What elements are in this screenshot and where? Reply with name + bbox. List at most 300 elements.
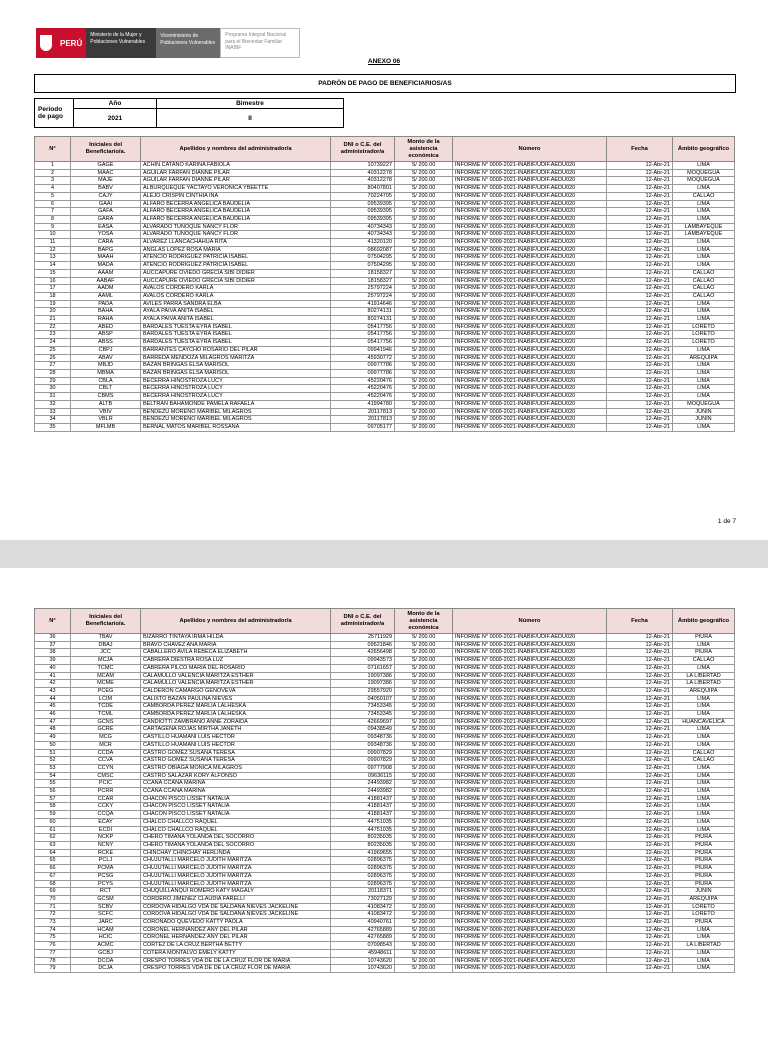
- cell-number: 32: [35, 400, 71, 408]
- cell-administrator: ALFARO BECERRA ANGELICA BAUDELIA: [141, 200, 331, 208]
- cell-document-number: INFORME N° 0009-2021-INABIF/UDIF.AEDU020: [453, 215, 607, 223]
- cell-number: 52: [35, 757, 71, 765]
- cell-region: CALLAO: [673, 277, 735, 285]
- cell-initials: PCLJ: [71, 857, 141, 865]
- cell-amount: S/ 200.00: [395, 641, 453, 649]
- table-row: [35, 695, 735, 703]
- cell-document-number: INFORME N° 0009-2021-INABIF/UDIF.AEDU020: [453, 903, 607, 911]
- cell-initials: NCNY: [71, 841, 141, 849]
- cell-administrator: BRAVO CHAVEZ ANA MARIA: [141, 641, 331, 649]
- cell-region: MOQUEGUA: [673, 177, 735, 185]
- cell-dni: 70224705: [331, 192, 395, 200]
- cell-dni: 09777908: [331, 764, 395, 772]
- table-row: [35, 169, 735, 177]
- cell-date: 12-Abr-21: [607, 254, 673, 262]
- cell-administrator: CORTEZ DE LA CRUZ BERTHA BETTY: [141, 942, 331, 950]
- cell-initials: JCC: [71, 649, 141, 657]
- table-row: [35, 888, 735, 896]
- cell-region: LA LIBERTAD: [673, 680, 735, 688]
- cell-amount: S/ 200.00: [395, 400, 453, 408]
- col-header-number: N°: [35, 609, 71, 634]
- cell-amount: S/ 200.00: [395, 849, 453, 857]
- cell-amount: S/ 200.00: [395, 223, 453, 231]
- cell-number: 56: [35, 788, 71, 796]
- cell-region: LIMA: [673, 423, 735, 431]
- cell-number: 42: [35, 680, 71, 688]
- cell-number: 19: [35, 300, 71, 308]
- cell-dni: 10743620: [331, 957, 395, 965]
- cell-document-number: INFORME N° 0009-2021-INABIF/UDIF.AEDU020: [453, 711, 607, 719]
- cell-document-number: INFORME N° 0009-2021-INABIF/UDIF.AEDU020: [453, 757, 607, 765]
- cell-document-number: INFORME N° 0009-2021-INABIF/UDIF.AEDU020: [453, 300, 607, 308]
- cell-initials: ACMC: [71, 942, 141, 950]
- cell-administrator: CORONADO QUEVEDO KATTY PAOLA: [141, 919, 331, 927]
- cell-document-number: INFORME N° 0009-2021-INABIF/UDIF.AEDU020: [453, 841, 607, 849]
- cell-document-number: INFORME N° 0009-2021-INABIF/UDIF.AEDU020: [453, 957, 607, 965]
- cell-date: 12-Abr-21: [607, 757, 673, 765]
- cell-region: CALLAO: [673, 292, 735, 300]
- table-row: [35, 811, 735, 819]
- cell-date: 12-Abr-21: [607, 695, 673, 703]
- cell-administrator: CCANA CCANA MARINA: [141, 788, 331, 796]
- cell-administrator: CALAMULLO VALENCIA MARITZA ESTHER: [141, 672, 331, 680]
- cell-dni: 40940761: [331, 919, 395, 927]
- table-row: [35, 903, 735, 911]
- cell-amount: S/ 200.00: [395, 788, 453, 796]
- cell-document-number: INFORME N° 0009-2021-INABIF/UDIF.AEDU020: [453, 634, 607, 642]
- cell-administrator: CAMBORDA PEREZ MARLIA LALHESKA: [141, 711, 331, 719]
- table-row: [35, 749, 735, 757]
- cell-dni: 80274131: [331, 316, 395, 324]
- table-row: [35, 664, 735, 672]
- cell-amount: S/ 200.00: [395, 393, 453, 401]
- cell-document-number: INFORME N° 0009-2021-INABIF/UDIF.AEDU020: [453, 277, 607, 285]
- cell-region: LIMA: [673, 949, 735, 957]
- cell-document-number: INFORME N° 0009-2021-INABIF/UDIF.AEDU020: [453, 354, 607, 362]
- cell-number: 9: [35, 223, 71, 231]
- cell-date: 12-Abr-21: [607, 834, 673, 842]
- cell-amount: S/ 200.00: [395, 408, 453, 416]
- cell-administrator: BENDEZU MORENO MARIBEL MILAGROS: [141, 416, 331, 424]
- cell-date: 12-Abr-21: [607, 231, 673, 239]
- cell-amount: S/ 200.00: [395, 346, 453, 354]
- cell-initials: PCIC: [71, 780, 141, 788]
- cell-document-number: INFORME N° 0009-2021-INABIF/UDIF.AEDU020: [453, 362, 607, 370]
- table-row: [35, 277, 735, 285]
- cell-region: CALLAO: [673, 657, 735, 665]
- cell-initials: MADA: [71, 262, 141, 270]
- table-row: [35, 223, 735, 231]
- cell-amount: S/ 200.00: [395, 285, 453, 293]
- cell-amount: S/ 200.00: [395, 680, 453, 688]
- cell-region: JUNIN: [673, 416, 735, 424]
- table-row: [35, 423, 735, 431]
- cell-administrator: AYALA PAIVA ANITA ISABEL: [141, 316, 331, 324]
- cell-dni: 09907829: [331, 757, 395, 765]
- table-row: [35, 362, 735, 370]
- cell-initials: ABED: [71, 323, 141, 331]
- cell-dni: 73453345: [331, 711, 395, 719]
- cell-administrator: CHERO TIMANA YOLANDA DEL SOCORRO: [141, 841, 331, 849]
- cell-date: 12-Abr-21: [607, 872, 673, 880]
- cell-document-number: INFORME N° 0009-2021-INABIF/UDIF.AEDU020: [453, 934, 607, 942]
- cell-initials: DCJA: [71, 965, 141, 973]
- cell-administrator: BARDALES TUESTA EYRA ISABEL: [141, 323, 331, 331]
- cell-number: 2: [35, 169, 71, 177]
- cell-dni: 02896375: [331, 857, 395, 865]
- cell-region: LIMA: [673, 308, 735, 316]
- cell-date: 12-Abr-21: [607, 672, 673, 680]
- cell-administrator: CHUQUILLANQUI ROMERO KATY MAGALY: [141, 888, 331, 896]
- cell-document-number: INFORME N° 0009-2021-INABIF/UDIF.AEDU020: [453, 408, 607, 416]
- cell-number: 38: [35, 649, 71, 657]
- cell-document-number: INFORME N° 0009-2021-INABIF/UDIF.AEDU020: [453, 423, 607, 431]
- table-row: [35, 215, 735, 223]
- cell-region: LORETO: [673, 331, 735, 339]
- cell-document-number: INFORME N° 0009-2021-INABIF/UDIF.AEDU020: [453, 369, 607, 377]
- cell-dni: 09705177: [331, 423, 395, 431]
- cell-region: LIMA: [673, 741, 735, 749]
- cell-dni: 44751035: [331, 818, 395, 826]
- cell-initials: GCSM: [71, 895, 141, 903]
- cell-dni: 08692087: [331, 246, 395, 254]
- cell-amount: S/ 200.00: [395, 764, 453, 772]
- cell-initials: AABAF: [71, 277, 141, 285]
- cell-document-number: INFORME N° 0009-2021-INABIF/UDIF.AEDU020: [453, 223, 607, 231]
- cell-region: LORETO: [673, 339, 735, 347]
- cell-region: LIMA: [673, 641, 735, 649]
- cell-region: LIMA: [673, 788, 735, 796]
- cell-initials: BAPG: [71, 246, 141, 254]
- cell-amount: S/ 200.00: [395, 162, 453, 170]
- cell-document-number: INFORME N° 0009-2021-INABIF/UDIF.AEDU020: [453, 185, 607, 193]
- cell-region: CALLAO: [673, 749, 735, 757]
- cell-region: LIMA: [673, 695, 735, 703]
- cell-date: 12-Abr-21: [607, 934, 673, 942]
- cell-administrator: CHACON PISCO LISSET NATALIA: [141, 795, 331, 803]
- cell-administrator: CANDIOTTI ZAMBRANO ANNE ZORAIDA: [141, 718, 331, 726]
- cell-administrator: BAZAN BRINGAS ELSA MARISOL: [141, 362, 331, 370]
- table-row: [35, 239, 735, 247]
- cell-dni: 10743620: [331, 965, 395, 973]
- cell-administrator: ALBURQUEQUE YACTAYO VERONICA YBEETTE: [141, 185, 331, 193]
- cell-region: LIMA: [673, 726, 735, 734]
- cell-administrator: BARDALES TUESTA EYRA ISABEL: [141, 339, 331, 347]
- cell-date: 12-Abr-21: [607, 423, 673, 431]
- table-row: [35, 369, 735, 377]
- cell-dni: 09977786: [331, 362, 395, 370]
- cell-number: 59: [35, 811, 71, 819]
- page-number: 1 de 7: [717, 518, 736, 525]
- cell-initials: DCOA: [71, 957, 141, 965]
- cell-number: 8: [35, 215, 71, 223]
- cell-region: LIMA: [673, 818, 735, 826]
- cell-administrator: BECERRA HINOSTROZA LUCY: [141, 393, 331, 401]
- cell-administrator: BAZAN BRINGAS ELSA MARISOL: [141, 369, 331, 377]
- cell-dni: 04050107: [331, 695, 395, 703]
- cell-amount: S/ 200.00: [395, 672, 453, 680]
- cell-date: 12-Abr-21: [607, 718, 673, 726]
- cell-number: 6: [35, 200, 71, 208]
- cell-number: 5: [35, 192, 71, 200]
- cell-dni: 45220476: [331, 385, 395, 393]
- cell-administrator: ATENCIO RODRIGUEZ PATRICIA ISABEL: [141, 254, 331, 262]
- cell-initials: MCAM: [71, 672, 141, 680]
- cell-region: PIURA: [673, 849, 735, 857]
- col-header-document-number: Número: [453, 609, 607, 634]
- cell-region: LIMA: [673, 362, 735, 370]
- cell-administrator: CALAMULLO VALENCIA MARITZA ESTHER: [141, 680, 331, 688]
- cell-region: LORETO: [673, 323, 735, 331]
- cell-dni: 05417756: [331, 323, 395, 331]
- cell-amount: S/ 200.00: [395, 734, 453, 742]
- table-row: [35, 734, 735, 742]
- col-header-initials: Iniciales del Beneficiario/a.: [71, 609, 141, 634]
- table-row: [35, 316, 735, 324]
- cell-document-number: INFORME N° 0009-2021-INABIF/UDIF.AEDU020: [453, 385, 607, 393]
- table-row: [35, 926, 735, 934]
- col-header-dni: DNI o C.E. del administrador/a: [331, 609, 395, 634]
- table-row: [35, 895, 735, 903]
- cell-region: HUANCAVELICA: [673, 718, 735, 726]
- cell-document-number: INFORME N° 0009-2021-INABIF/UDIF.AEDU020: [453, 911, 607, 919]
- cell-date: 12-Abr-21: [607, 841, 673, 849]
- cell-region: LIMA: [673, 734, 735, 742]
- col-header-document-number: Número: [453, 137, 607, 162]
- cell-region: LIMA: [673, 780, 735, 788]
- cell-date: 12-Abr-21: [607, 826, 673, 834]
- cell-administrator: CABALLERO AVILA REBECA ELIZABETH: [141, 649, 331, 657]
- cell-number: 22: [35, 323, 71, 331]
- cell-initials: RAHA: [71, 316, 141, 324]
- cell-dni: 41881437: [331, 795, 395, 803]
- cell-document-number: INFORME N° 0009-2021-INABIF/UDIF.AEDU020: [453, 780, 607, 788]
- cell-amount: S/ 200.00: [395, 377, 453, 385]
- logo-peru-label: PERÚ: [56, 28, 86, 58]
- cell-dni: 24493982: [331, 788, 395, 796]
- cell-initials: MCJA: [71, 657, 141, 665]
- cell-number: 77: [35, 949, 71, 957]
- col-header-date: Fecha: [607, 609, 673, 634]
- cell-initials: PCSG: [71, 872, 141, 880]
- cell-region: CALLAO: [673, 269, 735, 277]
- table-row: [35, 680, 735, 688]
- cell-administrator: CHUJUTALLI MARCELO JUDITH MARITZA: [141, 880, 331, 888]
- cell-amount: S/ 200.00: [395, 749, 453, 757]
- table-row: [35, 757, 735, 765]
- col-header-date: Fecha: [607, 137, 673, 162]
- cell-number: 40: [35, 664, 71, 672]
- cell-dni: 25797224: [331, 285, 395, 293]
- cell-amount: S/ 200.00: [395, 323, 453, 331]
- cell-initials: YOSA: [71, 231, 141, 239]
- cell-amount: S/ 200.00: [395, 331, 453, 339]
- cell-dni: 40734343: [331, 223, 395, 231]
- cell-initials: BAHA: [71, 308, 141, 316]
- cell-number: 65: [35, 857, 71, 865]
- table-row: [35, 231, 735, 239]
- cell-initials: CCKY: [71, 803, 141, 811]
- col-header-amount: Monto de la asistencia económica: [395, 609, 453, 634]
- table-row: [35, 331, 735, 339]
- cell-initials: RCT: [71, 888, 141, 896]
- cell-dni: 09539395: [331, 215, 395, 223]
- bimestre-value: II: [157, 109, 344, 128]
- cell-initials: GAAI: [71, 200, 141, 208]
- cell-number: 79: [35, 965, 71, 973]
- cell-amount: S/ 200.00: [395, 657, 453, 665]
- table-row: [35, 965, 735, 973]
- col-header-number: N°: [35, 137, 71, 162]
- cell-administrator: CARTAGENA ROJAS MIRTHA JANETH: [141, 726, 331, 734]
- cell-region: LIMA: [673, 215, 735, 223]
- cell-initials: MFLMB: [71, 423, 141, 431]
- cell-amount: S/ 200.00: [395, 841, 453, 849]
- cell-initials: PADA: [71, 300, 141, 308]
- cell-administrator: CHUJUTALLI MARCELO JUDITH MARITZA: [141, 865, 331, 873]
- table-row: [35, 262, 735, 270]
- cell-amount: S/ 200.00: [395, 316, 453, 324]
- cell-initials: PCYS: [71, 880, 141, 888]
- cell-document-number: INFORME N° 0009-2021-INABIF/UDIF.AEDU020: [453, 346, 607, 354]
- col-header-region: Ámbito geográfico: [673, 137, 735, 162]
- cell-initials: BABV: [71, 185, 141, 193]
- institution-logo: [36, 28, 300, 58]
- table-row: [35, 377, 735, 385]
- cell-amount: S/ 200.00: [395, 965, 453, 973]
- cell-document-number: INFORME N° 0009-2021-INABIF/UDIF.AEDU020: [453, 231, 607, 239]
- cell-date: 12-Abr-21: [607, 246, 673, 254]
- cell-dni: 73027129: [331, 895, 395, 903]
- cell-administrator: BECERRA HINOSTROZA LUCY: [141, 385, 331, 393]
- cell-region: LORETO: [673, 911, 735, 919]
- cell-number: 21: [35, 316, 71, 324]
- cell-document-number: INFORME N° 0009-2021-INABIF/UDIF.AEDU020: [453, 880, 607, 888]
- cell-document-number: INFORME N° 0009-2021-INABIF/UDIF.AEDU020: [453, 865, 607, 873]
- cell-date: 12-Abr-21: [607, 811, 673, 819]
- cell-amount: S/ 200.00: [395, 687, 453, 695]
- cell-document-number: INFORME N° 0009-2021-INABIF/UDIF.AEDU020: [453, 331, 607, 339]
- table-row: [35, 872, 735, 880]
- page-separator: [0, 540, 768, 568]
- cell-date: 12-Abr-21: [607, 911, 673, 919]
- table-row: [35, 185, 735, 193]
- cell-initials: AAAM: [71, 269, 141, 277]
- cell-number: 57: [35, 795, 71, 803]
- cell-initials: DBAJ: [71, 641, 141, 649]
- cell-initials: ECAY: [71, 818, 141, 826]
- cell-administrator: CABRERA PILCO MARIA DEL ROSARIO: [141, 664, 331, 672]
- cell-amount: S/ 200.00: [395, 385, 453, 393]
- cell-region: LIMA: [673, 764, 735, 772]
- cell-date: 12-Abr-21: [607, 919, 673, 927]
- cell-administrator: ACHIN CATAÑO KARINA FABIOLA: [141, 162, 331, 170]
- cell-amount: S/ 200.00: [395, 888, 453, 896]
- cell-number: 30: [35, 385, 71, 393]
- cell-date: 12-Abr-21: [607, 687, 673, 695]
- cell-administrator: CORDERO JIMENEZ CLAUDIA FARELLI: [141, 895, 331, 903]
- cell-date: 12-Abr-21: [607, 292, 673, 300]
- cell-date: 12-Abr-21: [607, 780, 673, 788]
- cell-administrator: AUCCAPURE OVIEDO GRECIA SIBI DIDIER: [141, 277, 331, 285]
- cell-region: PIURA: [673, 649, 735, 657]
- cell-number: 64: [35, 849, 71, 857]
- cell-date: 12-Abr-21: [607, 741, 673, 749]
- cell-date: 12-Abr-21: [607, 169, 673, 177]
- table-row: [35, 300, 735, 308]
- cell-administrator: CASTILLO HUAMANI LUIS HECTOR: [141, 734, 331, 742]
- cell-document-number: INFORME N° 0009-2021-INABIF/UDIF.AEDU020: [453, 162, 607, 170]
- cell-initials: MCR: [71, 741, 141, 749]
- cell-administrator: AGUILAR FARFAN DIANNE PILAR: [141, 169, 331, 177]
- cell-document-number: INFORME N° 0009-2021-INABIF/UDIF.AEDU020: [453, 377, 607, 385]
- cell-document-number: INFORME N° 0009-2021-INABIF/UDIF.AEDU020: [453, 895, 607, 903]
- cell-number: 67: [35, 872, 71, 880]
- cell-initials: GCRE: [71, 726, 141, 734]
- cell-dni: 02896375: [331, 880, 395, 888]
- cell-initials: NCKP: [71, 834, 141, 842]
- cell-amount: S/ 200.00: [395, 354, 453, 362]
- cell-number: 28: [35, 369, 71, 377]
- cell-document-number: INFORME N° 0009-2021-INABIF/UDIF.AEDU020: [453, 749, 607, 757]
- cell-number: 15: [35, 269, 71, 277]
- cell-administrator: CHINCHAY CHINCHAY HERLINDA: [141, 849, 331, 857]
- cell-number: 41: [35, 672, 71, 680]
- table-row: [35, 672, 735, 680]
- cell-date: 12-Abr-21: [607, 400, 673, 408]
- cell-amount: S/ 200.00: [395, 649, 453, 657]
- cell-date: 12-Abr-21: [607, 957, 673, 965]
- cell-number: 1: [35, 162, 71, 170]
- cell-document-number: INFORME N° 0009-2021-INABIF/UDIF.AEDU020: [453, 169, 607, 177]
- cell-region: PIURA: [673, 919, 735, 927]
- cell-dni: 29557920: [331, 687, 395, 695]
- cell-dni: 42765889: [331, 926, 395, 934]
- cell-date: 12-Abr-21: [607, 408, 673, 416]
- col-header-amount: Monto de la asistencia económica: [395, 137, 453, 162]
- cell-dni: 45220476: [331, 377, 395, 385]
- cell-date: 12-Abr-21: [607, 200, 673, 208]
- cell-amount: S/ 200.00: [395, 895, 453, 903]
- cell-number: 74: [35, 926, 71, 934]
- cell-initials: CCAR: [71, 795, 141, 803]
- cell-number: 70: [35, 895, 71, 903]
- col-header-region: Ámbito geográfico: [673, 609, 735, 634]
- year-value: 2021: [74, 109, 157, 128]
- cell-number: 75: [35, 934, 71, 942]
- cell-date: 12-Abr-21: [607, 339, 673, 347]
- cell-document-number: INFORME N° 0009-2021-INABIF/UDIF.AEDU020: [453, 826, 607, 834]
- cell-initials: VBIV: [71, 408, 141, 416]
- cell-date: 12-Abr-21: [607, 177, 673, 185]
- table-row: [35, 400, 735, 408]
- beneficiaries-table-page-2: [34, 608, 735, 973]
- table-row: [35, 803, 735, 811]
- cell-administrator: ALFARO BECERRA ANGELICA BAUDELIA: [141, 215, 331, 223]
- cell-number: 3: [35, 177, 71, 185]
- cell-number: 50: [35, 741, 71, 749]
- cell-amount: S/ 200.00: [395, 772, 453, 780]
- cell-region: LIMA: [673, 162, 735, 170]
- table-row: [35, 269, 735, 277]
- cell-number: 55: [35, 780, 71, 788]
- cell-number: 60: [35, 818, 71, 826]
- cell-date: 12-Abr-21: [607, 323, 673, 331]
- cell-date: 12-Abr-21: [607, 223, 673, 231]
- cell-number: 4: [35, 185, 71, 193]
- cell-date: 12-Abr-21: [607, 795, 673, 803]
- table-row: [35, 772, 735, 780]
